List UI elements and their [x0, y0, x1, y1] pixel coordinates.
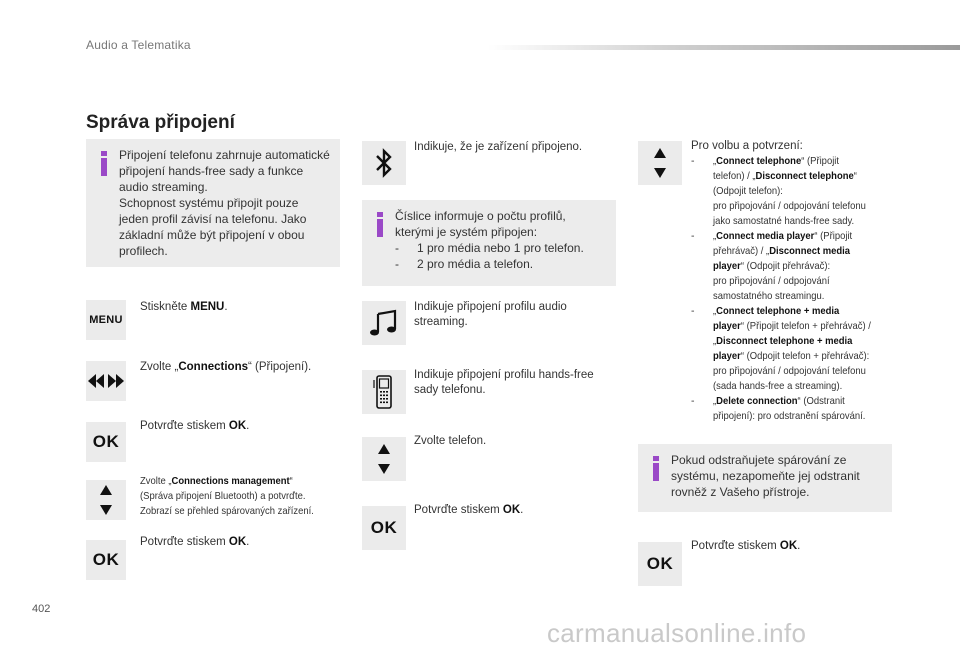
bluetooth-icon [362, 141, 406, 185]
left-right-arrows-icon [86, 361, 126, 401]
option-line: pro připojování / odpojování telefonu [713, 200, 866, 212]
option-line: „Disconnect telephone + media [713, 335, 853, 347]
option-line: player“ (Připojit telefon + přehrávač) / [713, 320, 871, 332]
option-line: - „Delete connection“ (Odstranit [691, 395, 845, 407]
header-gradient-bar [488, 45, 960, 50]
menu-button-icon: MENU [86, 300, 126, 340]
option-line: samostatného streamingu. [713, 290, 825, 302]
ok-button-icon: OK [86, 540, 126, 580]
option-line: - „Connect media player“ (Připojit [691, 230, 853, 242]
ok-button-icon: OK [638, 542, 682, 586]
info-box-connection [86, 139, 340, 267]
option-line: - „Connect telephone“ (Připojit [691, 155, 840, 167]
option-line: jako samostatné hands-free sady. [713, 215, 855, 227]
option-line: player“ (Odpojit přehrávač): [713, 260, 831, 272]
option-line: (Odpojit telefon): [713, 185, 783, 197]
info-box-delete [638, 444, 892, 512]
bluetooth-indicator-text: Indikuje, že je zařízení připojeno. [414, 141, 583, 153]
option-line: přehrávač) / „Disconnect media [713, 245, 851, 257]
step-select-phone: Zvolte telefon. [414, 435, 487, 447]
info-icon [100, 151, 108, 176]
info-icon [652, 456, 660, 481]
page-number: 402 [32, 603, 51, 615]
audio-profile-text: Indikuje připojení profilu audio streaming. [414, 301, 567, 328]
watermark: carmanualsonline.info [547, 618, 807, 648]
ok-button-icon: OK [362, 506, 406, 550]
section-header: Audio a Telematika [86, 38, 191, 52]
option-line: pro připojování / odpojování [713, 275, 830, 287]
step-confirm-ok: Potvrďte stiskem OK. [691, 540, 801, 552]
handsfree-profile-text: Indikuje připojení profilu hands-free sady telefonu. [414, 369, 594, 396]
info-box-profiles [362, 200, 616, 286]
option-line: připojení): pro odstranění spárování. [713, 410, 866, 422]
step-confirm-ok: Potvrďte stiskem OK. [140, 536, 250, 548]
option-line: - „Connect telephone + media [691, 305, 840, 317]
connection-options-list [691, 154, 901, 424]
page-title: Správa připojení [86, 112, 235, 133]
up-down-arrows-icon [362, 437, 406, 481]
step-select-connections: Zvolte „Connections“ (Připojení). [140, 361, 312, 373]
ok-button-icon: OK [86, 422, 126, 462]
music-note-icon [362, 301, 406, 345]
info-text: Číslice informuje o počtu profilů, kterými je systém připojen: - 1 pro média nebo 1 pro telefon. - 2 pro média a telefon. [395, 209, 584, 271]
step-press-menu: Stiskněte MENU. [140, 301, 228, 313]
info-text: Připojení telefonu zahrnuje automatické připojení hands-free sady a funkce audio streaming. Schopnost systému připojit pouze jeden profil závisí na telefonu. Jako základní může být připojení v obou profilech. [119, 148, 330, 258]
up-down-arrows-icon [638, 141, 682, 185]
info-text: Pokud odstraňujete spárování ze systému, nezapomeňte jej odstranit rovněž z Vašeho přístroje. [671, 453, 860, 499]
option-line: telefon) / „Disconnect telephone“ [713, 170, 857, 182]
option-line: player“ (Odpojit telefon + přehrávač): [713, 350, 870, 362]
up-down-arrows-icon [86, 480, 126, 520]
step-confirm-ok: Potvrďte stiskem OK. [414, 504, 524, 516]
selection-intro: Pro volbu a potvrzení: [691, 140, 803, 152]
step-connections-management: Zvolte „Connections management“ (Správa připojení Bluetooth) a potvrďte. Zobrazí se přehled spárovaných zařízení. [140, 475, 314, 517]
option-line: (sada hands-free a streaming). [713, 380, 843, 392]
option-line: pro připojování / odpojování telefonu [713, 365, 866, 377]
step-confirm-ok: Potvrďte stiskem OK. [140, 420, 250, 432]
mobile-phone-icon [362, 370, 406, 414]
info-icon [376, 212, 384, 237]
